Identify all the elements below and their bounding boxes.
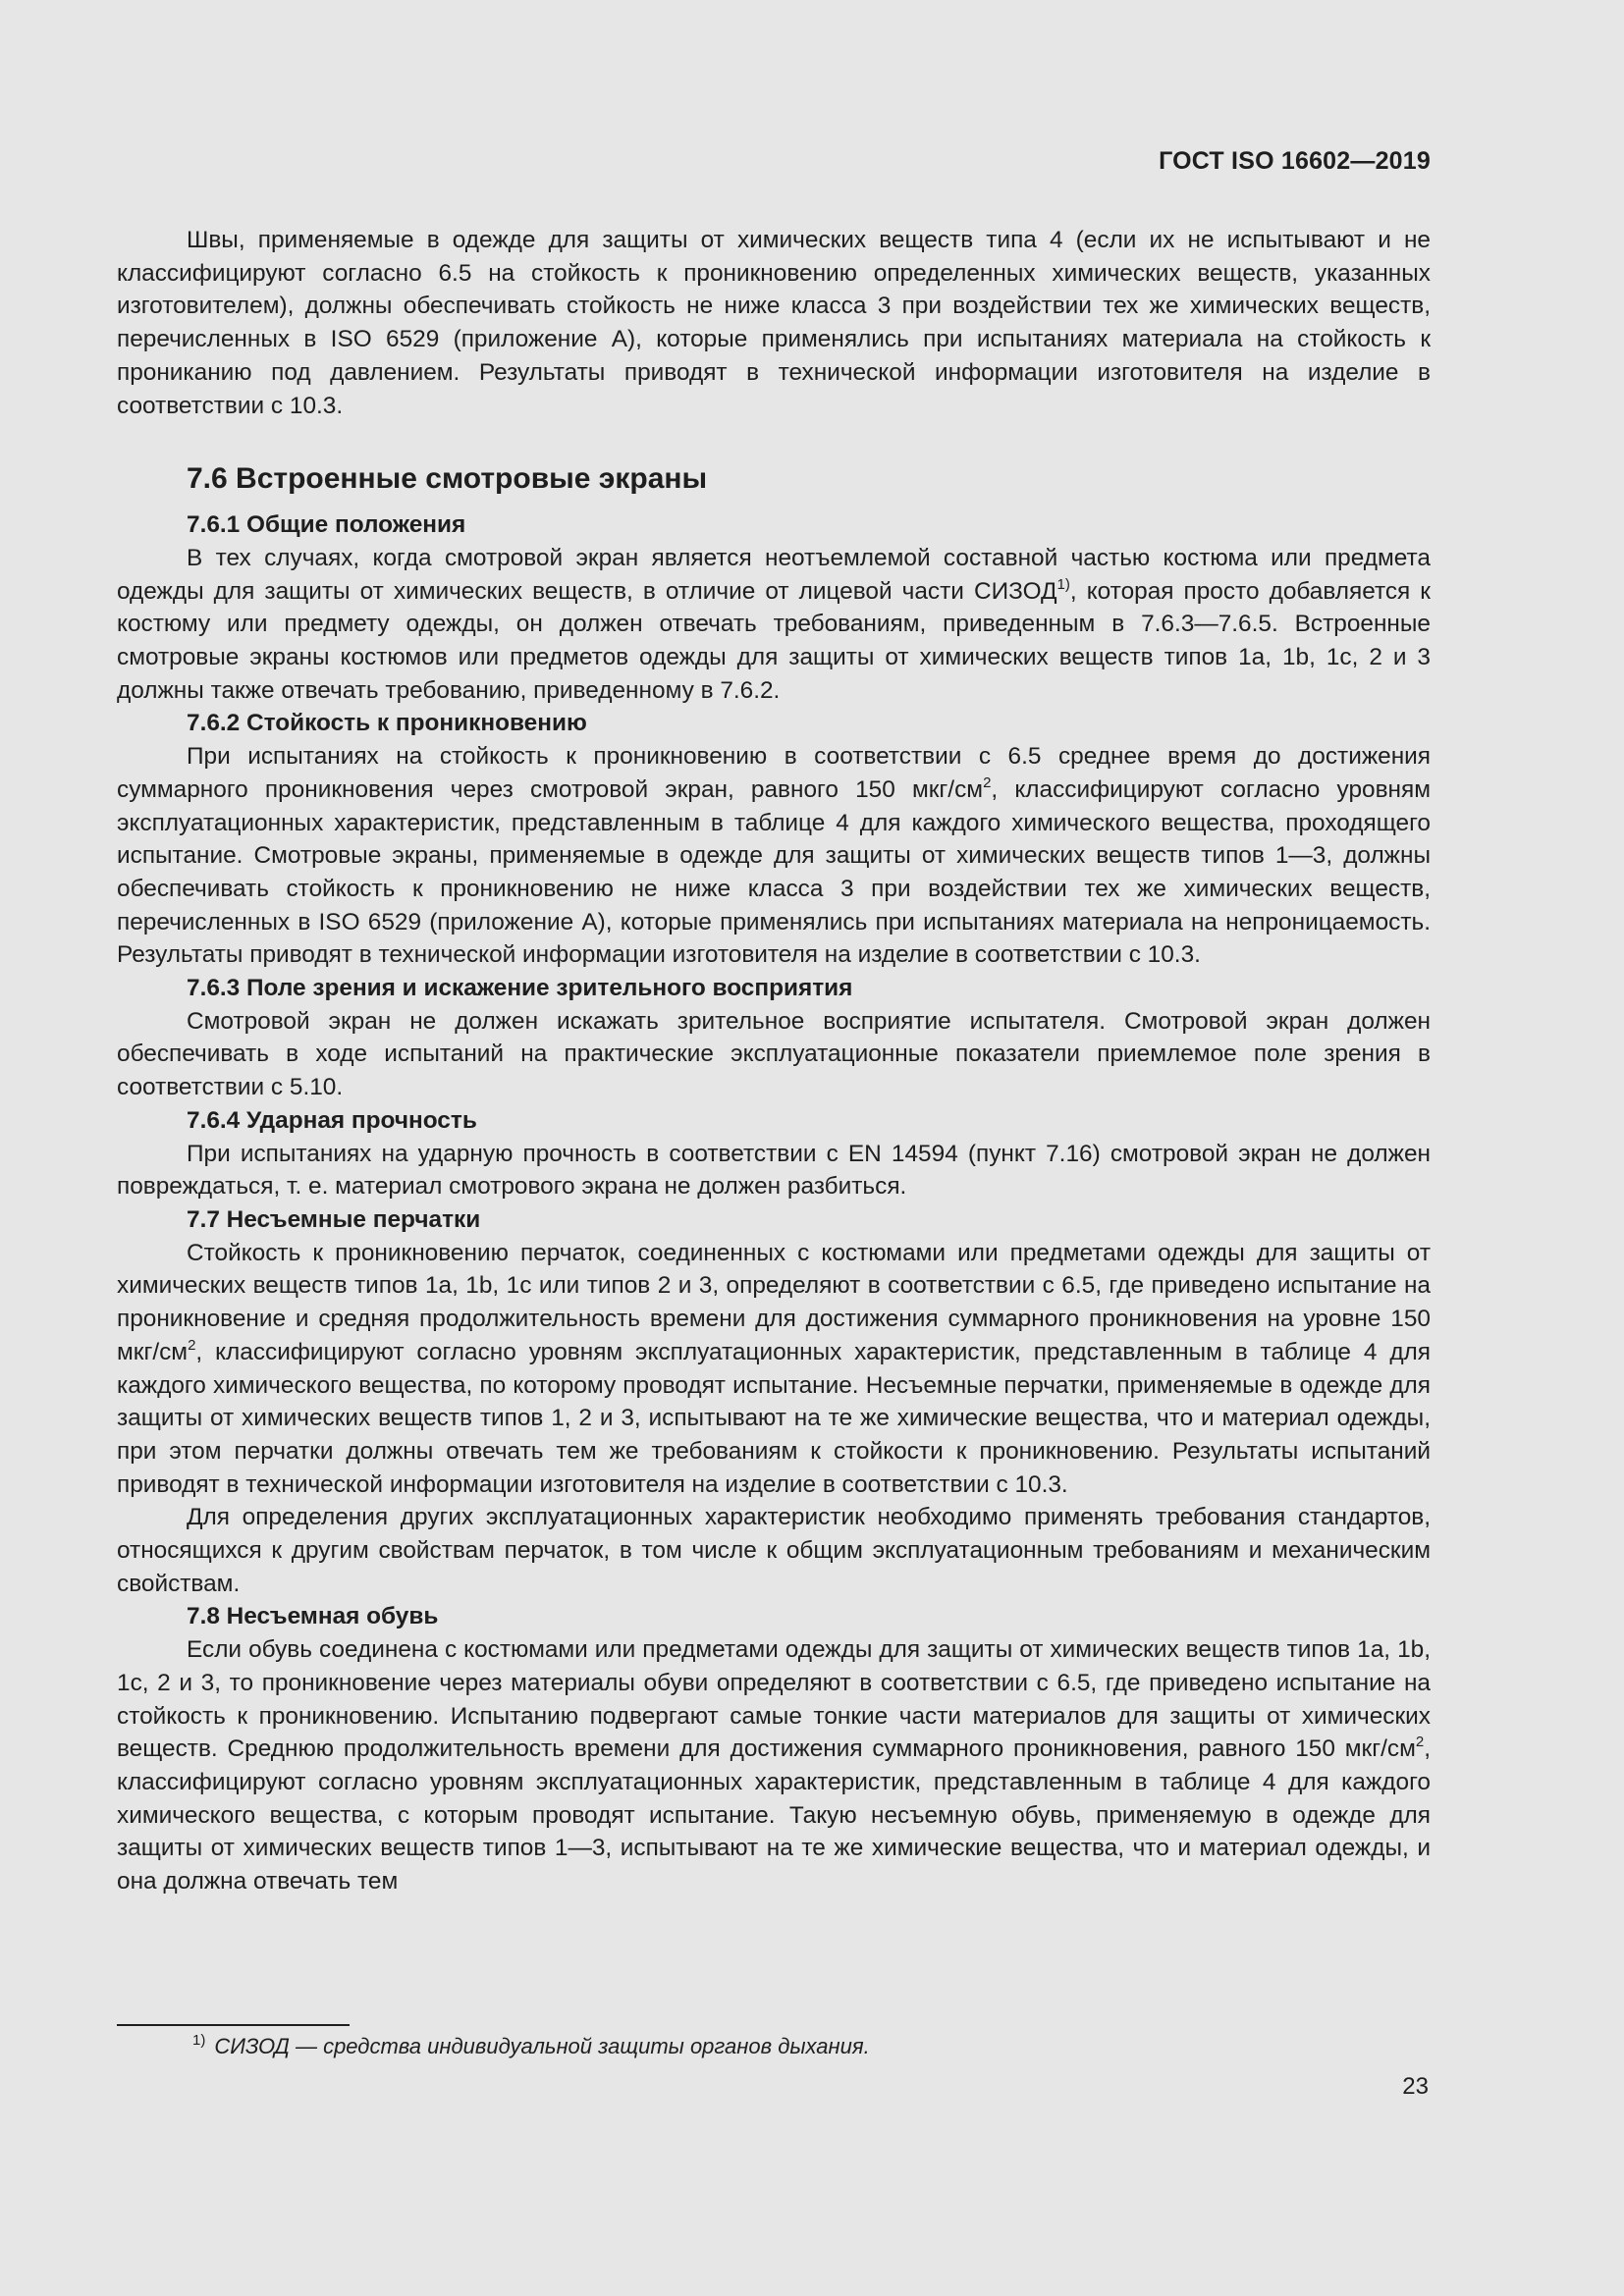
paragraph-7-6-2-part-b: , классифицируют согласно уровням эксплуатационных характеристик, представленным в таблице 4 для каждого химического вещества, проходящего испытание. Смотровые экраны, применяемые в одежде для защиты от химических веществ типов 1—3, должны обеспечивать стойкость к проникновению не ниже класса 3 при воздействии тех же химических веществ, перечисленных в ISO 6529 (приложение А), которые применялись при испытаниях материала на непроницаемость. Результаты приводят в технической информации изготовителя на изделие в соответствии с 10.3.	[117, 775, 1431, 969]
section-heading-7-6: 7.6 Встроенные смотровые экраны	[187, 462, 708, 496]
paragraph-7-6-4: При испытаниях на ударную прочность в соответствии с EN 14594 (пункт 7.16) смотровой экран не должен повреждаться, т. е. материал смотрового экрана не должен разбиться.	[117, 1140, 1431, 1201]
paragraph-7-8	[117, 1633, 1431, 1898]
footnote-marker: 1)	[192, 2032, 206, 2049]
superscript-square: 2	[188, 1336, 196, 1354]
footnote	[192, 2032, 870, 2061]
section-heading-7-7: 7.7 Несъемные перчатки	[187, 1205, 481, 1233]
paragraph-7-8-part-b: , классифицируют согласно уровням эксплуатационных характеристик, представленным в таблице 4 для каждого химического вещества, с которым проводят испытание. Такую несъемную обувь, применяемую в одежде для защиты от химических веществ типов 1—3, испытывают на те же химические вещества, что и материал одежды, и она должна отвечать тем	[117, 1735, 1431, 1896]
paragraph-7-7	[117, 1237, 1431, 1502]
paragraph-7-6-2	[117, 740, 1431, 972]
footnote-divider	[117, 2024, 350, 2026]
paragraph-7-7-part-a: Стойкость к проникновению перчаток, соединенных с костюмами или предметами одежды для защиты от химических веществ типов 1а, 1b, 1с или типов 2 и 3, определяют в соответствии с 6.5, где приведено испытание на проникновение и средняя продолжительность времени для достижения суммарного проникновения на уровне 150 мкг/см	[117, 1239, 1431, 1365]
footnote-text: СИЗОД — средства индивидуальной защиты органов дыхания.	[214, 2034, 870, 2058]
paragraph-7-6-1-part-b: , которая просто добавляется к костюму или предмету одежды, он должен отвечать требованиям, приведенным в 7.6.3—7.6.5. Встроенные смотровые экраны костюмов или предметов одежды для защиты от химических веществ типов 1а, 1b, 1с, 2 и 3 должны также отвечать требованию, приведенному в 7.6.2.	[117, 577, 1431, 704]
paragraph-7-8-part-a: Если обувь соединена с костюмами или предметами одежды для защиты от химических веществ типов 1а, 1b, 1с, 2 и 3, то проникновение через материалы обуви определяют в соответствии с 6.5, где приведено испытание на стойкость к проникновению. Испытанию подвергают самые тонкие части материалов для защиты от химических веществ. Среднюю продолжительность времени для достижения суммарного проникновения, равного 150 мкг/см	[117, 1636, 1431, 1763]
document-body	[117, 224, 1431, 1898]
paragraph-7-7-second: Для определения других эксплуатационных характеристик необходимо применять требования стандартов, относящихся к другим свойствам перчаток, в том числе к общим эксплуатационным требованиям и механическим свойствам.	[117, 1504, 1431, 1597]
subsection-heading-7-6-2: 7.6.2 Стойкость к проникновению	[187, 710, 587, 737]
intro-paragraph: Швы, применяемые в одежде для защиты от химических веществ типа 4 (если их не испытывают и не классифицируют согласно 6.5 на стойкость к проникновению определенных химических веществ, указанных изготовителем), должны обеспечивать стойкость не ниже класса 3 при воздействии тех же химических веществ, перечисленных в ISO 6529 (приложение А), которые применялись при испытаниях материала на стойкость к прониканию под давлением. Результаты приводят в технической информации изготовителя на изделие в соответствии с 10.3.	[117, 227, 1431, 419]
subsection-heading-7-6-1: 7.6.1 Общие положения	[187, 511, 466, 539]
document-code-header: ГОСТ ISO 16602—2019	[1159, 147, 1431, 175]
superscript-square: 2	[1415, 1734, 1425, 1751]
subsection-heading-7-6-4: 7.6.4 Ударная прочность	[187, 1106, 477, 1134]
superscript-square: 2	[983, 774, 992, 791]
paragraph-7-6-3: Смотровой экран не должен искажать зрительное восприятие испытателя. Смотровой экран должен обеспечивать в ходе испытаний на практические эксплуатационные показатели приемлемое поле зрения в соответствии с 5.10.	[117, 1007, 1431, 1101]
paragraph-7-7-part-b: , классифицируют согласно уровням эксплуатационных характеристик, представленным в таблице 4 для каждого химического вещества, по которому проводят испытание. Несъемные перчатки, применяемые в одежде для защиты от химических веществ типов 1, 2 и 3, испытывают на те же химические вещества, что и материал одежды, при этом перчатки должны отвечать тем же требованиям к стойкости к проникновению. Результаты испытаний приводят в технической информации изготовителя на изделие в соответствии с 10.3.	[117, 1338, 1431, 1498]
section-heading-7-8: 7.8 Несъемная обувь	[187, 1603, 439, 1630]
page-number: 23	[1402, 2073, 1429, 2100]
paragraph-7-6-1-part-a: В тех случаях, когда смотровой экран является неотъемлемой составной частью костюма или предмета одежды для защиты от химических веществ, в отличие от лицевой части СИЗОД	[117, 544, 1431, 605]
footnote-reference: 1)	[1056, 575, 1070, 593]
subsection-heading-7-6-3: 7.6.3 Поле зрения и искажение зрительного восприятия	[187, 975, 853, 1002]
paragraph-7-6-1	[117, 542, 1431, 708]
paragraph-7-6-2-part-a: При испытаниях на стойкость к проникновению в соответствии с 6.5 среднее время до достижения суммарного проникновения через смотровой экран, равного 150 мкг/см	[117, 743, 1431, 803]
